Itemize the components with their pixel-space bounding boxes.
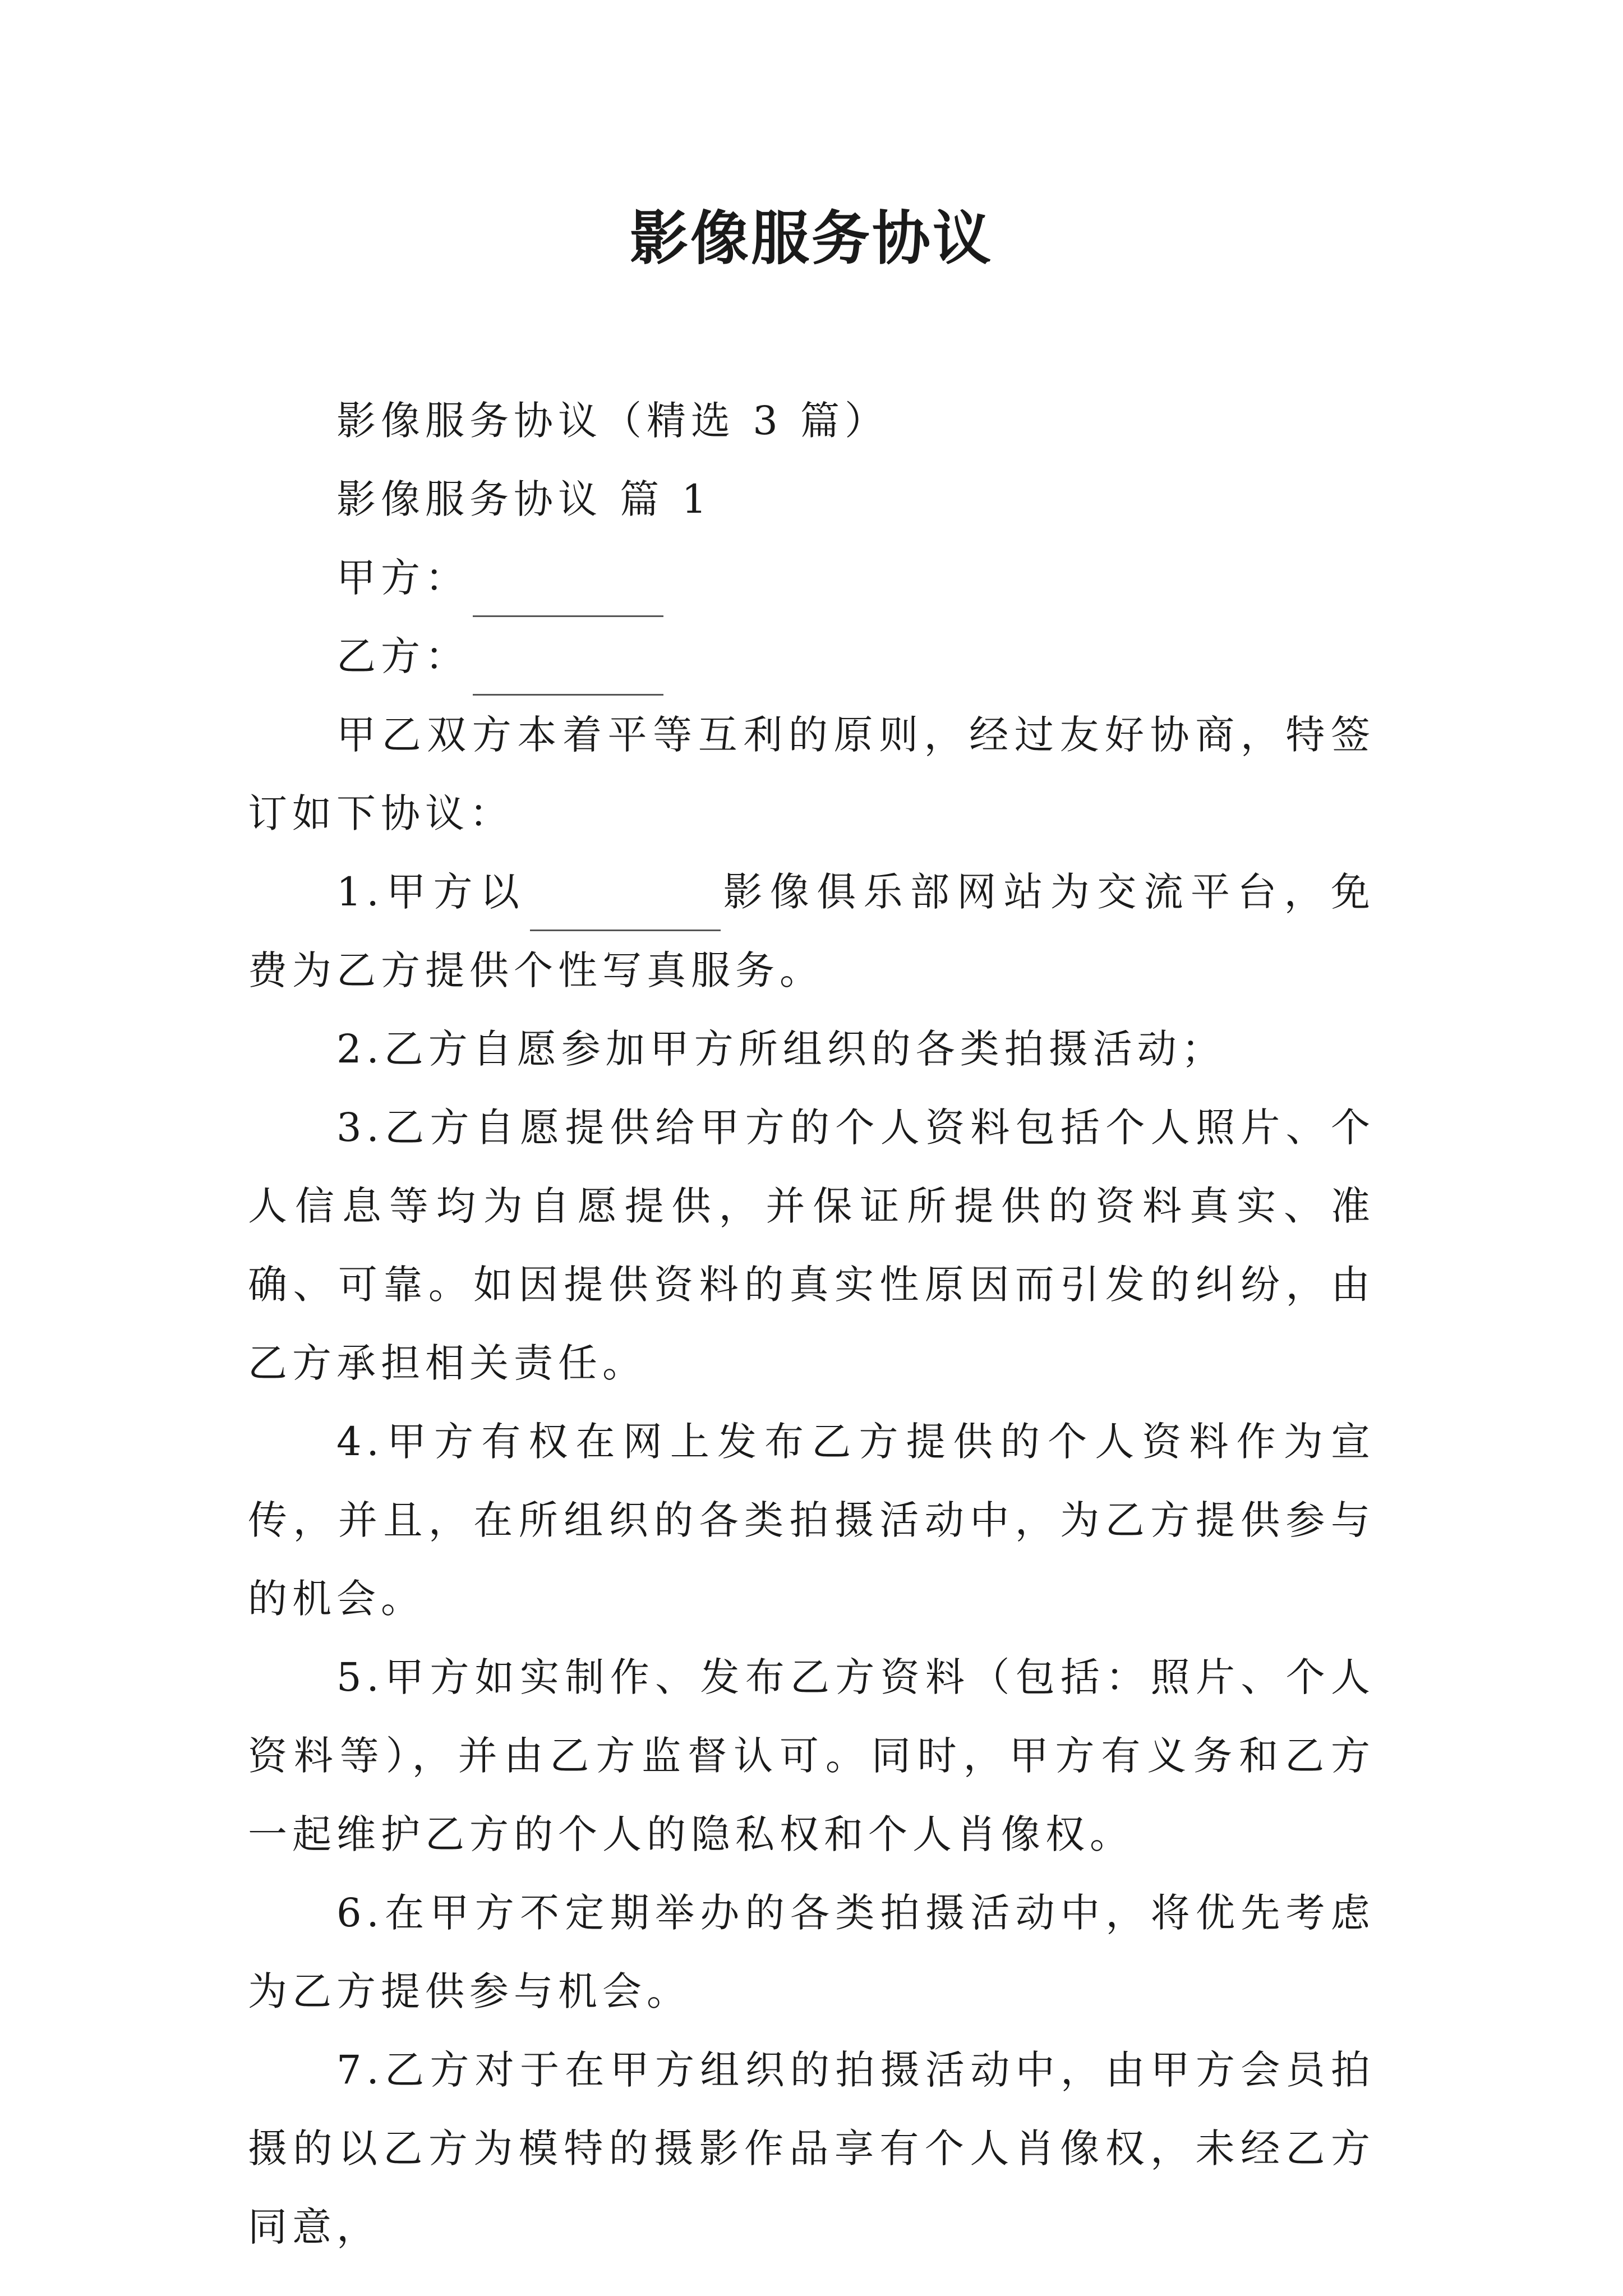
party-a-blank (473, 565, 663, 617)
clause-1-start: 1.甲方以 (336, 869, 527, 915)
clause-1-end: 影像俱乐部网站为交流平台，免费为乙方提供个性写真服务。 (248, 869, 1375, 993)
clause-6: 6.在甲方不定期举办的各类拍摄活动中，将优先考虑为乙方提供参与机会。 (248, 1890, 1375, 2014)
party-a-label: 甲方： (336, 555, 469, 601)
document-title: 影像服务协议 (629, 204, 993, 273)
clause-4: 4.甲方有权在网上发布乙方提供的个人资料作为宣传，并且，在所组织的各类拍摄活动中，为乙方提供参与的机会。 (248, 1419, 1375, 1622)
preamble: 甲乙双方本着平等互利的原则，经过友好协商，特签订如下协议： (248, 712, 1375, 836)
clause-7: 7.乙方对于在甲方组织的拍摄活动中，由甲方会员拍摄的以乙方为模特的摄影作品享有个人肖像权，未经乙方同意， (248, 2047, 1375, 2250)
clause-3: 3.乙方自愿提供给甲方的个人资料包括个人照片、个人信息等均为自愿提供，并保证所提供的资料真实、准确、可靠。如因提供资料的真实性原因而引发的纠纷，由乙方承担相关责任。 (248, 1105, 1375, 1386)
party-b-label: 乙方： (336, 633, 469, 679)
party-b-blank (473, 643, 663, 696)
clause-5: 5.甲方如实制作、发布乙方资料（包括：照片、个人资料等），并由乙方监督认可。同时，甲方有义务和乙方一起维护乙方的个人的隐私权和个人肖像权。 (248, 1654, 1375, 1857)
party-a-line (248, 539, 1375, 617)
document-body (248, 381, 1375, 2266)
party-b-line (248, 617, 1375, 696)
club-name-blank (530, 879, 721, 931)
clause-1 (248, 853, 1375, 1010)
clause-2: 2.乙方自愿参加甲方所组织的各类拍摄活动； (336, 1026, 1226, 1072)
section-heading: 影像服务协议 篇 1 (336, 476, 712, 522)
document-subtitle: 影像服务协议（精选 3 篇） (336, 398, 889, 444)
